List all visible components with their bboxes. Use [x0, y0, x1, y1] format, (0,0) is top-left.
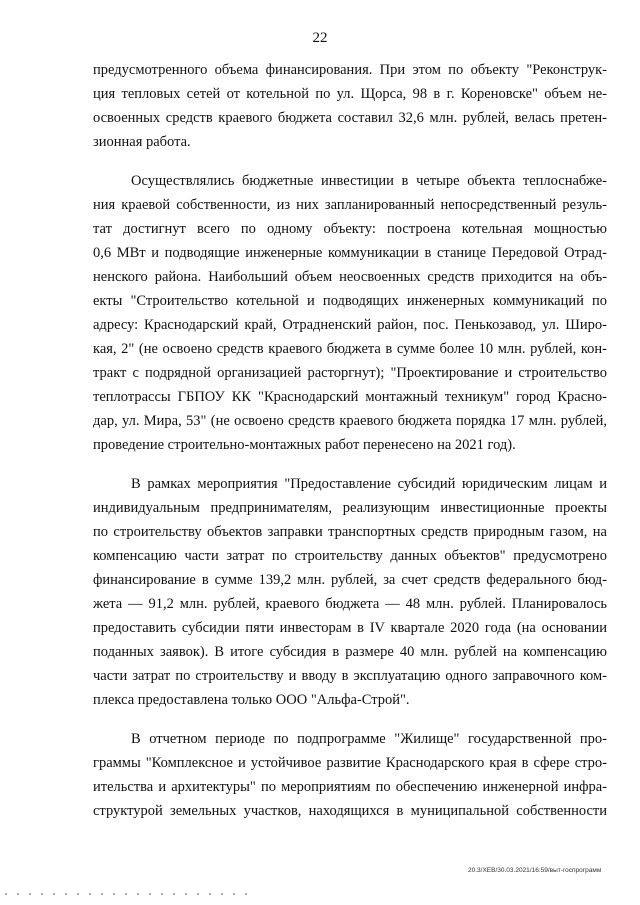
text-line: по строительству объектов заправки транспортных средств природным газом, на [93, 524, 607, 540]
text-line: В отчетном периоде по подпрограмме "Жилище" государственной про- [131, 731, 607, 747]
text-line: зионная работа. [93, 134, 191, 150]
text-line: ния краевой собственности, из них запланированный непосредственный резуль- [93, 197, 607, 213]
paragraph [93, 169, 607, 457]
text-line: ненского района. Наибольший объем неосвоенных средств приходится на объ- [93, 269, 607, 285]
text-line: предоставить субсидии пяти инвесторам в IV квартале 2020 года (на основании [93, 620, 607, 636]
paragraph [93, 58, 607, 154]
text-line: предусмотренного объема финансирования. При этом по объекту "Реконструк- [93, 62, 607, 78]
text-line: жета — 91,2 млн. рублей, краевого бюджета — 48 млн. рублей. Планировалось [93, 596, 607, 612]
text-line: Осуществлялись бюджетные инвестиции в четыре объекта теплоснабже- [131, 173, 607, 189]
text-line: ительства и архитектуры" по мероприятиям по обеспечению инженерной инфра- [93, 779, 607, 795]
text-line: ция тепловых сетей от котельной по ул. Щорса, 98 в г. Кореновске" объем не- [93, 86, 607, 102]
text-line: дар, ул. Мира, 53" (не освоено средств краевого бюджета порядка 17 млн. рублей, [93, 413, 607, 429]
text-line: финансирование в сумме 139,2 млн. рублей, за счет средств федерального бюд- [93, 572, 607, 588]
text-line: структурой земельных участков, находящихся в муниципальной собственности [93, 803, 607, 819]
text-line: тракт с подрядной организацией расторгнут); "Проектирование и строительство [93, 365, 607, 381]
text-line: индивидуальным предпринимателям, реализующим инвестиционные проекты [93, 500, 607, 516]
text-line: В рамках мероприятия "Предоставление субсидий юридическим лицам и [131, 476, 607, 492]
text-line: проведение строительно-монтажных работ перенесено на 2021 год). [93, 437, 516, 453]
text-line: поданных заявок). В итоге субсидия в размере 40 млн. рублей на компенсацию [93, 644, 607, 660]
text-line: плекса предоставлена только ООО "Альфа-Строй". [93, 692, 410, 708]
text-line: освоенных средств краевого бюджета составил 32,6 млн. рублей, велась претен- [93, 110, 607, 126]
text-line: екты "Строительство котельной и подводящих инженерных коммуникаций по [93, 293, 607, 309]
text-line: тат достигнут всего по одному объекту: построена котельная мощностью [93, 221, 607, 237]
text-line: компенсацию части затрат по строительству данных объектов" предусмотрено [93, 548, 607, 564]
text-line: части затрат по строительству и вводу в эксплуатацию одного заправочного ком- [93, 668, 607, 684]
text-line: кая, 2" (не освоено средств краевого бюджета в сумме более 10 млн. рублей, кон- [93, 341, 607, 357]
text-line: граммы "Комплексное и устойчивое развитие Краснодарского края в сфере стро- [93, 755, 607, 771]
text-line: теплотрассы ГБПОУ КК "Краснодарский монтажный техникум" город Красно- [93, 389, 607, 405]
text-line: 0,6 МВт и подводящие инженерные коммуникации в станице Передовой Отрад- [93, 245, 607, 261]
paragraph [93, 472, 607, 712]
page-number: 22 [312, 30, 328, 46]
paragraph [93, 727, 607, 823]
document-body [93, 58, 607, 823]
text-line: адресу: Краснодарский край, Отрадненский район, пос. Пенькозавод, ул. Широ- [93, 317, 607, 333]
scan-artifact-dots [0, 892, 250, 896]
document-footer-code: 20.3/ХЕВ/30.03.2021/16:59/выт-госпрограмм [468, 867, 602, 874]
